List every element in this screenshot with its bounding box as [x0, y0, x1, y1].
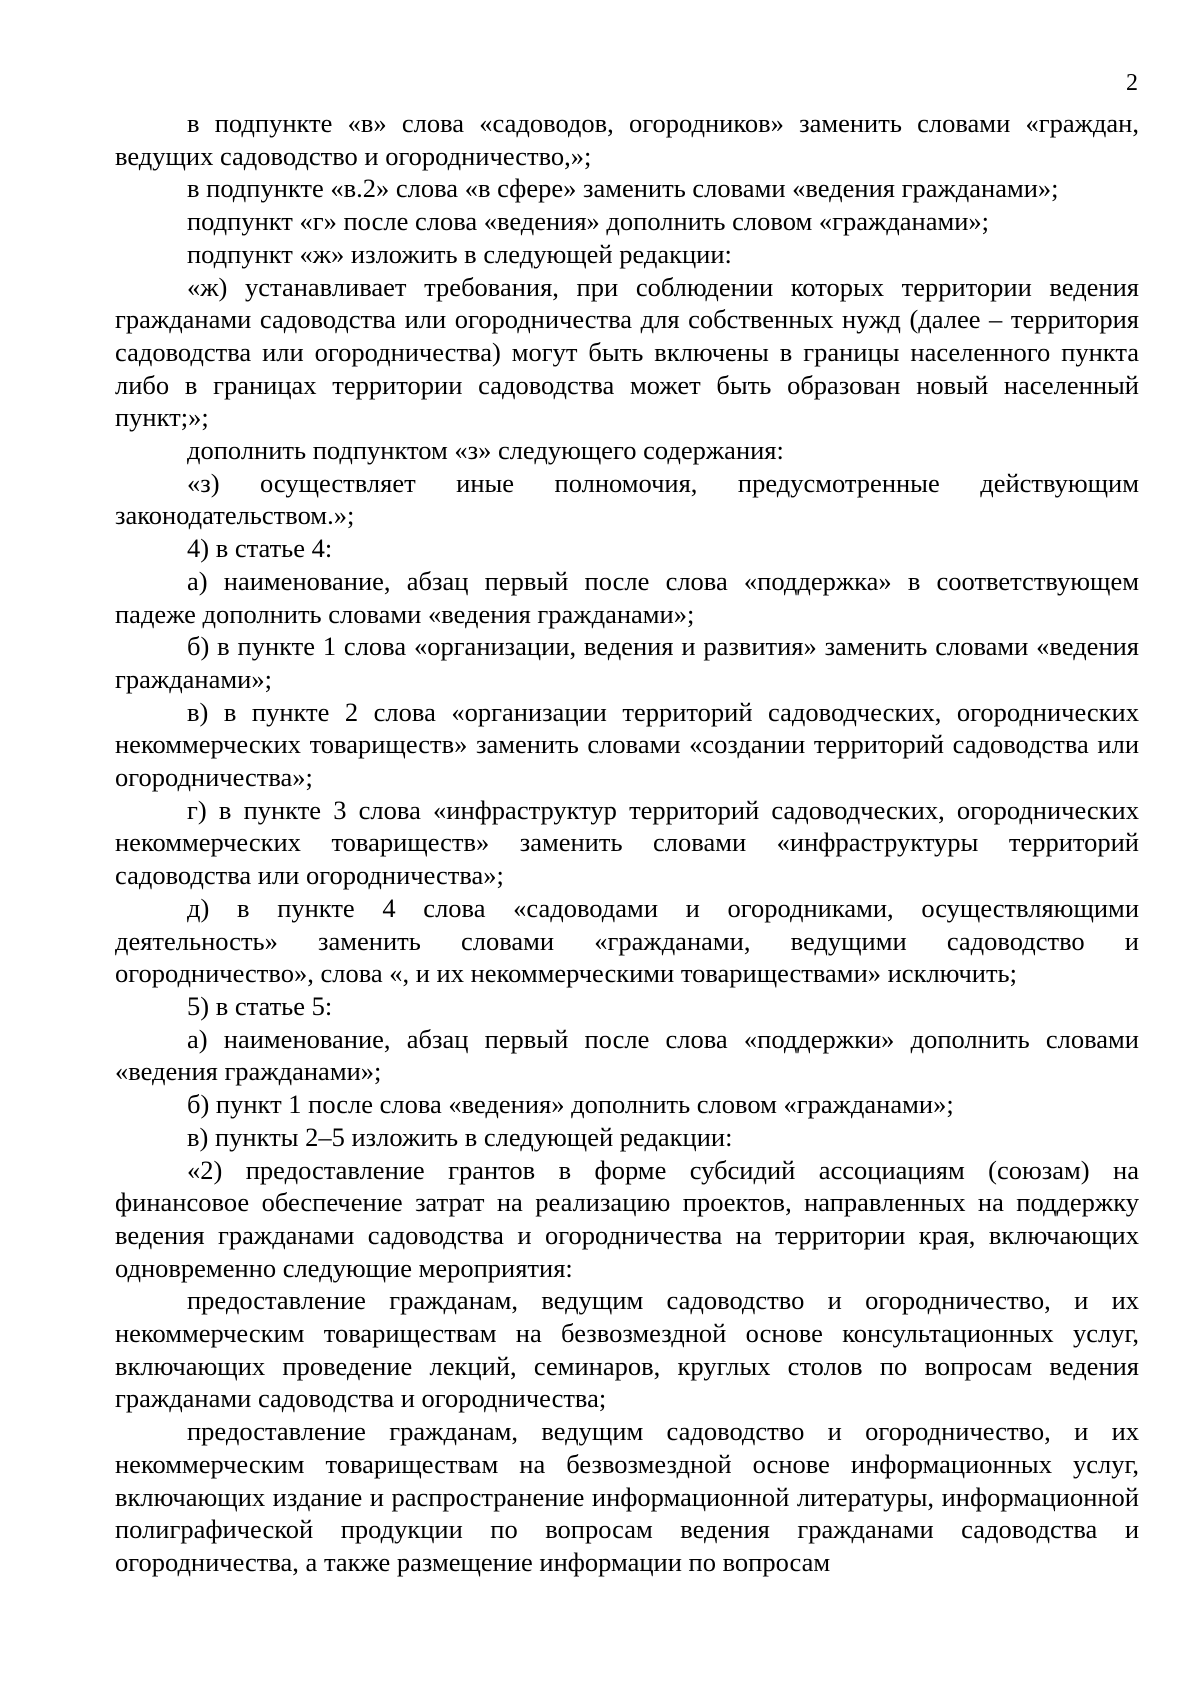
- paragraph: г) в пункте 3 слова «инфраструктур территорий садоводческих, огороднических некоммерческих товариществ» заменить словами «инфраструктуры территорий садоводства или огородничества»;: [115, 794, 1139, 891]
- paragraph: в подпункте «в.2» слова «в сфере» заменить словами «ведения гражданами»;: [187, 173, 1059, 204]
- paragraph: б) в пункте 1 слова «организации, ведения и развития» заменить словами «ведения гражданами»;: [115, 631, 1139, 694]
- paragraph: предоставление гражданам, ведущим садоводство и огородничество, и их некоммерческим товариществам на безвозмездной основе консультационных услуг, включающих проведение лекций, семинаров, круглых столов по вопросам ведения гражданами садоводства и огородничества;: [115, 1285, 1139, 1414]
- page-number: 2: [1126, 70, 1138, 96]
- paragraph: в) пункты 2–5 изложить в следующей редакции:: [187, 1121, 733, 1152]
- paragraph: а) наименование, абзац первый после слова «поддержка» в соответствующем падеже дополнить словами «ведения гражданами»;: [115, 565, 1139, 629]
- paragraph: дополнить подпунктом «з» следующего содержания:: [187, 435, 784, 466]
- paragraph: 4) в статье 4:: [187, 533, 333, 564]
- paragraph: «з) осуществляет иные полномочия, предусмотренные действующим законодательством.»;: [115, 467, 1139, 531]
- paragraph: «2) предоставление грантов в форме субсидий ассоциациям (союзам) на финансовое обеспечение затрат на реализацию проектов, направленных на поддержку ведения гражданами садоводства и огородничества на территории края, включающих одновременно следующие мероприятия:: [115, 1154, 1139, 1283]
- paragraph: подпункт «ж» изложить в следующей редакции:: [187, 238, 732, 269]
- paragraph: а) наименование, абзац первый после слова «поддержки» дополнить словами «ведения гражданами»;: [115, 1023, 1139, 1087]
- paragraph: предоставление гражданам, ведущим садоводство и огородничество, и их некоммерческим товариществам на безвозмездной основе информационных услуг, включающих издание и распространение информационной литературы, информационной полиграфической продукции по вопросам ведения гражданами садоводства и огородничества, а также размещение информации по вопросам: [115, 1416, 1139, 1577]
- paragraph: в) в пункте 2 слова «организации территорий садоводческих, огороднических некоммерческих товариществ» заменить словами «создании территорий садоводства или огородничества»;: [115, 696, 1139, 793]
- paragraph: б) пункт 1 после слова «ведения» дополнить словом «гражданами»;: [187, 1089, 954, 1120]
- document-body: [115, 107, 1139, 1579]
- paragraph: д) в пункте 4 слова «садоводами и огородниками, осуществляющими деятельность» заменить словами «гражданами, ведущими садоводство и огородничество», слова «, и их некоммерческими товариществами» исключить;: [115, 892, 1139, 989]
- paragraph: в подпункте «в» слова «садоводов, огородников» заменить словами «граждан, ведущих садоводство и огородничество,»;: [115, 108, 1139, 171]
- paragraph: «ж) устанавливает требования, при соблюдении которых территории ведения гражданами садоводства или огородничества для собственных нужд (далее – территория садоводства или огородничества) могут быть включены в границы населенного пункта либо в границах территории садоводства может быть образован новый населенный пункт;»;: [115, 271, 1139, 433]
- paragraph: подпункт «г» после слова «ведения» дополнить словом «гражданами»;: [187, 206, 990, 237]
- paragraph: 5) в статье 5:: [187, 990, 333, 1021]
